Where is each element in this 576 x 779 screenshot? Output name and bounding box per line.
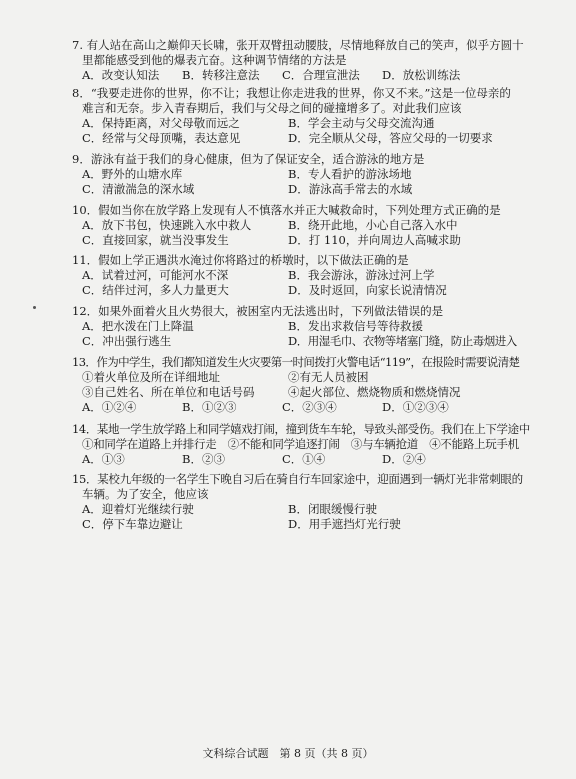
- option-c: C．直接回家，就当没事发生: [82, 233, 229, 247]
- option-row: [72, 334, 542, 349]
- option-d: D．游泳高手常去的水域: [288, 182, 413, 196]
- option-row: [72, 167, 542, 182]
- subitem-row: [72, 385, 542, 400]
- option-c: C．①④: [282, 452, 326, 466]
- option-c: C．合理宣泄法: [282, 68, 360, 82]
- question-11: [72, 253, 542, 298]
- question-stem: 8．“我要走进你的世界，你不让；我想让你走进我的世界，你又不来。”这是一位母亲的: [72, 86, 511, 100]
- option-a: A．试着过河，可能河水不深: [82, 268, 229, 282]
- option-row: [72, 452, 542, 467]
- subitem-4: ④起火部位、燃烧物质和燃烧情况: [288, 385, 461, 399]
- option-c: C．结伴过河，多人力量更大: [82, 283, 229, 297]
- question-stem: 里都能感受到他的爆表亢奋。这种调节情绪的方法是: [82, 53, 347, 67]
- option-b: B．专人看护的游泳场地: [288, 167, 412, 181]
- question-stem: 15．某校九年级的一名学生下晚自习后在骑自行车回家途中，迎面遇到一辆灯光非常刺眼的: [72, 472, 523, 486]
- question-stem: ①和同学在道路上并排行走 ②不能和同学追逐打闹 ③与车辆抢道 ④不能路上玩手机: [82, 437, 519, 451]
- option-b: B．闭眼缓慢行驶: [288, 502, 377, 516]
- option-b: B．绕开此地，小心自己落入水中: [288, 218, 458, 232]
- question-14: [72, 422, 542, 467]
- option-c: C．清澈湍急的深水域: [82, 182, 195, 196]
- question-15: [72, 472, 542, 532]
- option-row: [72, 319, 542, 334]
- subitem-1: ①着火单位及所在详细地址: [82, 370, 220, 384]
- option-b: B．学会主动与父母交流沟通: [288, 116, 435, 130]
- option-a: A．①②④: [82, 400, 137, 414]
- option-c: C．冲出强行逃生: [82, 334, 172, 348]
- option-c: C．经常与父母顶嘴，表达意见: [82, 131, 241, 145]
- question-13: [72, 355, 542, 415]
- option-b: B．转移注意法: [182, 68, 260, 82]
- question-stem: 难言和无奈。步入青春期后，我们与父母之间的碰撞增多了。对此我们应该: [82, 101, 462, 115]
- option-a: A．把水泼在门上降温: [82, 319, 194, 333]
- option-b: B．①②③: [182, 400, 237, 414]
- option-row: [72, 233, 542, 248]
- option-b: B．我会游泳，游泳过河上学: [288, 268, 435, 282]
- page-footer: 文科综合试题 第 8 页（共 8 页）: [202, 747, 374, 760]
- question-stem: 车辆。为了安全，他应该: [82, 487, 209, 501]
- question-9: [72, 152, 542, 197]
- option-row: [72, 68, 542, 83]
- option-row: [72, 218, 542, 233]
- option-d: D．完全顺从父母，答应父母的一切要求: [288, 131, 493, 145]
- question-stem: 10．假如当你在放学路上发现有人不慎落水并正大喊救命时，下列处理方式正确的是: [72, 203, 501, 217]
- question-stem: 11．假如上学正遇洪水淹过你将路过的桥墩时，以下做法正确的是: [72, 253, 409, 267]
- option-b: B．发出求救信号等待救援: [288, 319, 423, 333]
- option-row: [72, 517, 542, 532]
- option-d: D．用湿毛巾、衣物等堵塞门缝，防止毒烟进入: [288, 334, 517, 348]
- option-row: [72, 400, 542, 415]
- option-d: D．放松训练法: [382, 68, 461, 82]
- option-a: A．野外的山塘水库: [82, 167, 183, 181]
- option-d: D．及时返回，向家长说清情况: [288, 283, 447, 297]
- subitem-3: ③自己姓名、所在单位和电话号码: [82, 385, 255, 399]
- question-stem: 12．如果外面着火且火势很大，被困室内无法逃出时，下列做法错误的是: [72, 304, 444, 318]
- option-c: C．停下车靠边避让: [82, 517, 183, 531]
- question-10: [72, 203, 542, 248]
- option-row: [72, 502, 542, 517]
- question-8: [72, 86, 542, 146]
- option-a: A．①③: [82, 452, 125, 466]
- question-stem: 9．游泳有益于我们的身心健康，但为了保证安全，适合游泳的地方是: [72, 152, 425, 166]
- question-7: [72, 38, 542, 83]
- option-a: A．保持距离，对父母敬而远之: [82, 116, 240, 130]
- option-row: [72, 116, 542, 131]
- option-d: D．用手遮挡灯光行驶: [288, 517, 401, 531]
- question-12: [72, 304, 542, 349]
- question-stem: 13．作为中学生，我们都知道发生火灾要第一时间拨打火警电话“119”，在报险时需要说清楚: [72, 355, 520, 369]
- subitem-2: ②有无人员被困: [288, 370, 369, 384]
- option-d: D．②④: [382, 452, 426, 466]
- scan-speck: [33, 306, 36, 309]
- option-a: A．改变认知法: [82, 68, 160, 82]
- option-row: [72, 283, 542, 298]
- option-row: [72, 182, 542, 197]
- question-stem: 7. 有人站在高山之巅仰天长啸，张开双臂扭动腰肢，尽情地释放自己的笑声，似乎方圆十: [72, 38, 524, 52]
- option-d: D．打 110，并向周边人高喊求助: [288, 233, 461, 247]
- option-row: [72, 131, 542, 146]
- subitem-row: [72, 370, 542, 385]
- option-a: A．迎着灯光继续行驶: [82, 502, 194, 516]
- option-a: A．放下书包，快速跳入水中救人: [82, 218, 252, 232]
- option-d: D．①②③④: [382, 400, 449, 414]
- option-c: C．②③④: [282, 400, 337, 414]
- option-b: B．②③: [182, 452, 225, 466]
- option-row: [72, 268, 542, 283]
- question-stem: 14．某地一学生放学路上和同学嬉戏打闹，撞到货车车轮，导致头部受伤。我们在上下学途中: [72, 422, 530, 436]
